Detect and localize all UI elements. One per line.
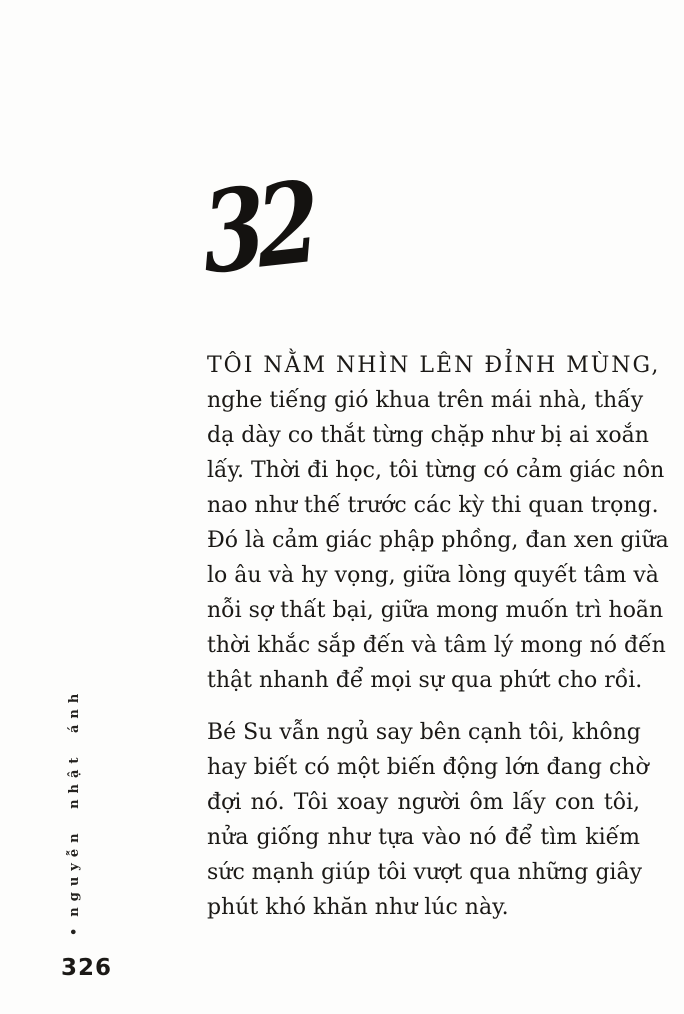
text-line: nửa giống như tựa vào nó để tìm kiếm bbox=[207, 825, 640, 850]
text-line: lo âu và hy vọng, giữa lòng quyết tâm và bbox=[207, 563, 659, 588]
page-number: 326 bbox=[61, 955, 113, 981]
text-line: hay biết có một biến động lớn đang chờ bbox=[207, 755, 649, 780]
text-line: Bé Su vẫn ngủ say bên cạnh tôi, không bbox=[207, 720, 641, 745]
text-line: đợi nó. Tôi xoay người ôm lấy con tôi, bbox=[207, 790, 640, 815]
text-line: nghe tiếng gió khua trên mái nhà, thấy bbox=[207, 388, 644, 413]
bullet-icon: • bbox=[67, 927, 82, 936]
body-text bbox=[207, 348, 669, 925]
text-line: lấy. Thời đi học, tôi từng có cảm giác nôn bbox=[207, 458, 665, 483]
text-line: thật nhanh để mọi sự qua phứt cho rồi. bbox=[207, 668, 643, 693]
text-line: nỗi sợ thất bại, giữa mong muốn trì hoãn bbox=[207, 598, 664, 623]
text-line: thời khắc sắp đến và tâm lý mong nó đến bbox=[207, 633, 666, 658]
text-line: TÔI NẰM NHÌN LÊN ĐỈNH MÙNG, bbox=[207, 353, 661, 378]
text-line: nao như thế trước các kỳ thi quan trọng. bbox=[207, 493, 659, 518]
paragraph-2 bbox=[207, 715, 649, 925]
author-sidebar bbox=[66, 687, 83, 936]
text-line: dạ dày co thắt từng chặp như bị ai xoắn bbox=[207, 423, 649, 448]
author-name: nguyễn nhật ánh bbox=[67, 687, 82, 917]
text-line: Đó là cảm giác phập phồng, đan xen giữa bbox=[207, 528, 669, 553]
text-line: phút khó khăn như lúc này. bbox=[207, 895, 509, 920]
paragraph-1 bbox=[207, 348, 669, 698]
chapter-number: 32 bbox=[198, 157, 316, 300]
text-line: sức mạnh giúp tôi vượt qua những giây bbox=[207, 860, 643, 885]
